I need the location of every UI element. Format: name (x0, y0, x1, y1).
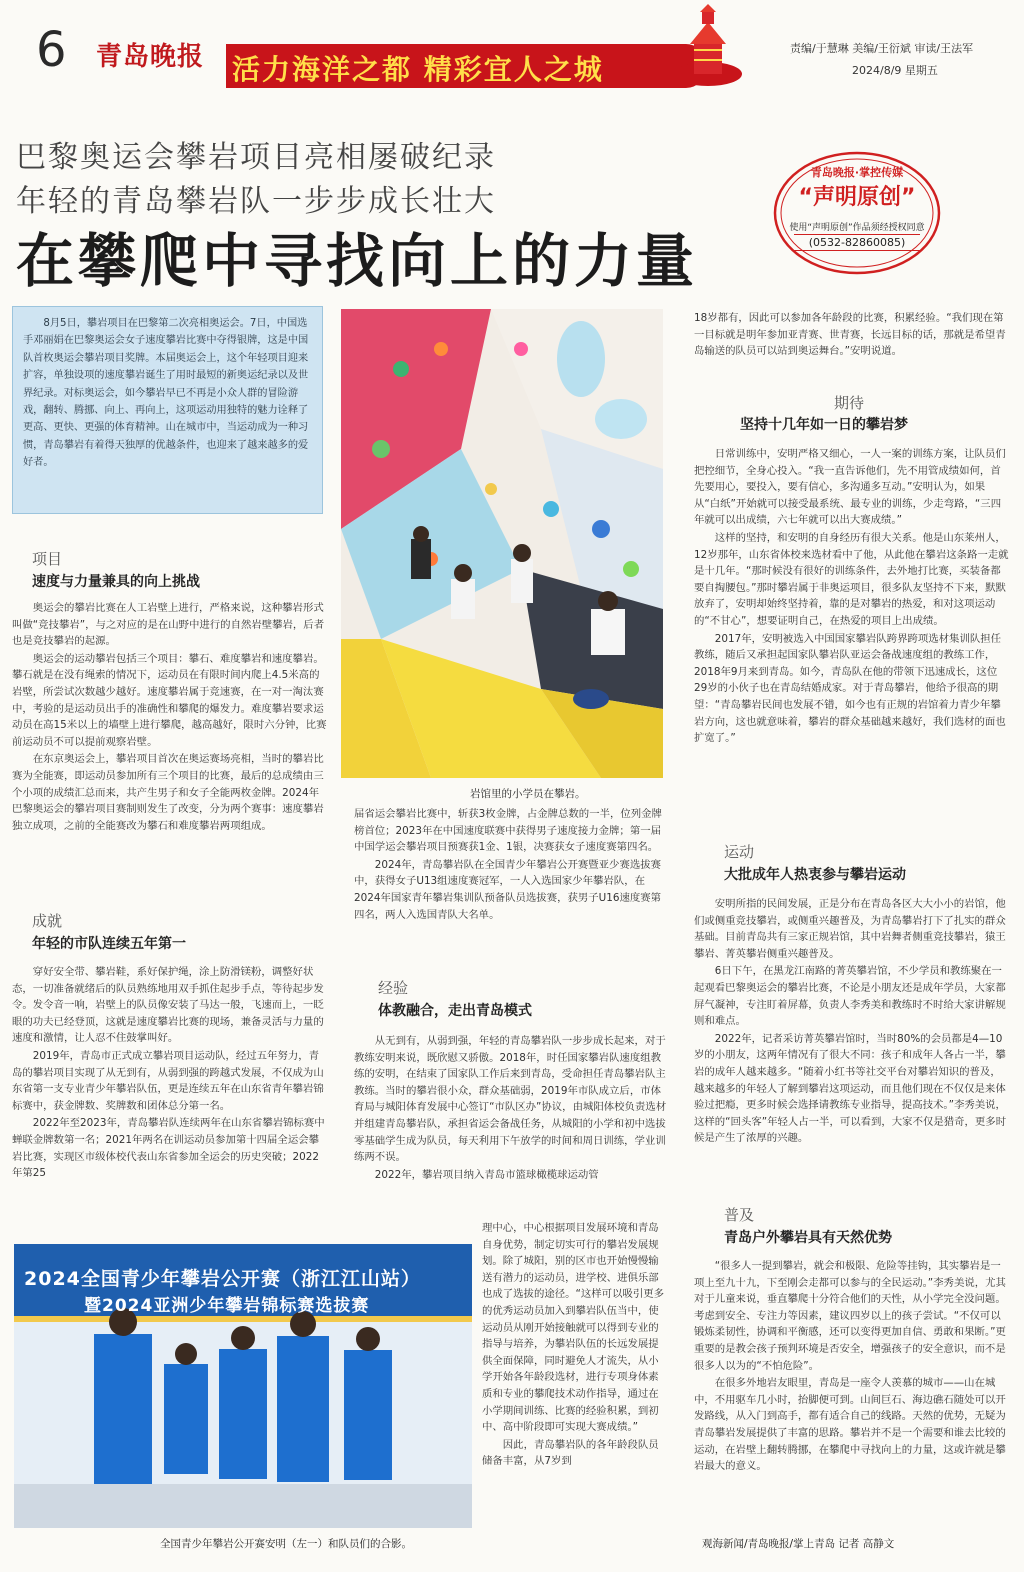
team-group-photo (14, 1244, 472, 1528)
article-block-s3 (354, 1033, 668, 1184)
paragraph: 穿好安全带、攀岩鞋，系好保护绳，涂上防滑镁粉，调整好状态，一切准备就绪后的队员熟练地用双手抓住起步手点，等待起步发令。发令音一响，岩壁上的队员像安装了马达一般，飞速而上，一眨眼的功夫已经登顶，这就是速度攀岩比赛的现场，兼备灵活与力量的速度和激情，让人忍不住鼓掌叫好。 (12, 966, 324, 1045)
section-title: 大批成年人热衷参与攀岩运动 (724, 867, 906, 883)
paragraph: 2024年，青岛攀岩队在全国青少年攀岩公开赛暨亚少赛选拔赛中，获得女子U13组速度赛冠军，一人入选国家少年攀岩队，在2024年国家青年攀岩集训队预备队员选拔赛，获男子U16速度赛第四名，两人入选国青队大名单。 (354, 858, 662, 921)
masthead (0, 0, 1024, 100)
article-block-mid (354, 806, 668, 924)
paragraph: 18岁都有，因此可以参加各年龄段的比赛，积累经验。“我们现在第一目标就是明年参加亚青赛、世青赛，长远目标的话，那就是希望青岛输送的队员可以站到奥运舞台。”安明说道。 (694, 312, 1006, 358)
section-kicker: 期待 (834, 394, 865, 412)
climbing-gym-photo (341, 309, 663, 778)
article-block-s6 (694, 1258, 1010, 1476)
paragraph: 2019年，青岛市正式成立攀岩项目运动队，经过五年努力，青岛的攀岩项目实现了从无到有，从弱到强的跨越式发展，不仅成为山东省第一支专业青少年攀岩队伍，更是连续五年在山东省青年攀岩锦标赛中，获金牌数、奖牌数和团体总分第一名。 (12, 1049, 324, 1112)
headline-sub-2: 年轻的青岛攀岩队一步步成长壮大 (16, 184, 496, 219)
paragraph: 奥运会的攀岩比赛在人工岩壁上进行，严格来说，这种攀岩形式叫做“竞技攀岩”，与之对应的是在山野中进行的自然岩壁攀岩，后者也是竞技攀岩的起源。 (12, 602, 325, 648)
slogan: 活力海洋之都 精彩宜人之城 (232, 53, 604, 86)
section-title: 体教融合，走出青岛模式 (378, 1003, 532, 1019)
tower-logo-icon (672, 4, 744, 92)
section-title: 坚持十几年如一日的攀岩梦 (740, 417, 908, 433)
section-kicker: 项目 (32, 550, 63, 568)
paragraph: 从无到有，从弱到强，年轻的青岛攀岩队一步步成长起来，对于教练安明来说，既欣慰又骄傲。2018年，时任国家攀岩队速度组教练的安明，在结束了国家队工作后来到青岛，受命担任青岛攀岩队主教练。当时的攀岩很小众，群众基础弱，2019年市队成立后，市体育局与城阳体育发展中心签订“市队区办”协议，由城阳体校负责选材并组建青岛攀岩队，承担省运会备战任务，从城阳的小学和初中选拔零基础学生成为队员，每天利用下午放学的时间和周日训练，学业训练两不误。 (354, 1035, 667, 1164)
section-kicker: 运动 (724, 843, 755, 861)
article-block-s4 (694, 446, 1010, 748)
section-title: 年轻的市队连续五年第一 (32, 936, 186, 952)
photo-banner-text-1: 2024全国青少年攀岩公开赛（浙江江山站） (24, 1268, 421, 1290)
lead-box (12, 306, 323, 514)
article-block-s1 (12, 600, 327, 835)
paragraph: 奥运会的运动攀岩包括三个项目：攀石、难度攀岩和速度攀岩。攀石就是在没有绳索的情况下，运动员在有限时间内爬上4.5米高的岩壁，所尝试次数越少越好。速度攀岩属于竞速赛，在一对一淘汰赛中，考验的是运动员出手的准确性和攀爬的爆发力。难度攀岩要求运动员在高15米以上的墙壁上进行攀爬，越高越好，限时六分钟，比赛前运动员不可以提前观察岩壁。 (12, 652, 327, 748)
seal-phone: (0532-82860085) (794, 234, 920, 251)
paragraph: “很多人一提到攀岩，就会和极限、危险等挂钩，其实攀岩是一项上至九十九，下至刚会走都可以参与的全民运动。”李秀美说，尤其对于儿童来说，垂直攀爬十分符合他们的天性，从小学完全没问题。考虑到安全、专注力等因素，建议四岁以上的孩子尝试。“不仅可以锻炼柔韧性，协调和平衡感，还可以变得更加自信、勇敢和果断。”更重要的是教会孩子预判环境是否安全，增强孩子的安全意识，而不是很多人以为的“不怕危险”。 (694, 1260, 1006, 1372)
editor-credits: 责编/于慧琳 美编/王衍斌 审读/王法军 (790, 42, 974, 55)
paragraph: 2017年，安明被选入中国国家攀岩队跨界跨项选材集训队担任教练，随后又承担起国家队攀岩队亚运会备战速度组的教练工作，2018年9月来到青岛。如今，青岛队在他的带领下迅速成长，这位29岁的小伙子也在青岛结婚成家。对于青岛攀岩，他给予很高的期望：“青岛攀岩民间也发展不错，如今也有正规的岩馆着力青少年攀岩方向，这也就意味着，攀岩的群众基础越来越好，我们选材的面也扩宽了。” (694, 632, 1006, 745)
section-kicker: 经验 (378, 979, 409, 997)
issue-date: 2024/8/9 星期五 (852, 64, 938, 77)
section-title: 速度与力量兼具的向上挑战 (32, 574, 200, 590)
paragraph: 6日下午，在黑龙江南路的菁英攀岩馆，不少学员和教练聚在一起观看巴黎奥运会的攀岩比赛，不论是小朋友还是成年学员，大家都屏气凝神，专注盯着屏幕，负责人李秀美和教练时不时给大家讲解规则和难点。 (694, 965, 1006, 1028)
seal-top-text: 青岛晚报·掌控传媒 (810, 166, 904, 179)
paragraph: 2022年，攀岩项目纳入青岛市篮球橄榄球运动管 (374, 1168, 599, 1181)
headline-main: 在攀爬中寻找向上的力量 (16, 227, 699, 295)
climbing-wall-illustration-icon (341, 309, 663, 778)
page-number: 6 (36, 22, 67, 78)
paragraph: 这样的坚持，和安明的自身经历有很大关系。他是山东莱州人，12岁那年，山东省体校来选材看中了他，从此他在攀岩这条路一走就是十几年。“那时候没有很好的训练条件，去外地打比赛，买装备都要自掏腰包。”那时攀岩属于非奥运项目，很多队友坚持不下来，默默放弃了，安明却始终坚持着，靠的是对攀岩的热爱，和对这项运动的“不甘心”，想要证明自己，在热爱的项目上出成绩。 (694, 531, 1009, 627)
paragraph: 2022年至2023年，青岛攀岩队连续两年在山东省攀岩锦标赛中蝉联金牌数第一名；2021年两名在训运动员参加第十四届全运会攀岩比赛，实现区市级体校代表山东省参加全运会的历史突破；2022年第25 (12, 1117, 325, 1180)
article-block-s5 (694, 896, 1010, 1148)
seal-note: 使用“声明原创”作品须经授权同意 (789, 223, 925, 233)
seal-main-text: “声明原创” (798, 185, 916, 210)
original-declaration-seal (772, 150, 942, 276)
paragraph: 安明所指的民间发展，正是分布在青岛各区大大小小的岩馆，他们或侧重竞技攀岩，或侧重兴趣普及，为青岛攀岩打下了扎实的群众基础。目前青岛共有三家正规岩馆，其中岩舞者侧重竞技攀岩，猿王攀岩、菁英攀岩侧重兴趣普及。 (694, 898, 1006, 960)
newspaper-name: 青岛晚报 (96, 42, 205, 72)
headline-sub-1: 巴黎奥运会攀岩项目亮相屡破纪录 (16, 140, 496, 175)
photo-caption: 全国青少年攀岩公开赛安明（左一）和队员们的合影。 (160, 1538, 412, 1550)
paragraph: 2022年，记者采访菁英攀岩馆时，当时80%的会员都是4—10岁的小朋友，这两年情况有了很大不同：孩子和成年人各占一半，攀岩的成年人越来越多。“随着小红书等社交平台对攀岩知识的普及，越来越多的年轻人了解到攀岩这项运动，而且他们现在不仅仅是来体验过把瘾，更多时候会选择请教练专业指导，提高技术。”李秀美说，这样的“回头客”年轻人占一半，可以看到，大家不仅是猎奇，更多时候是产生了浓厚的兴趣。 (694, 1032, 1007, 1145)
paragraph: 理中心，中心根据项目发展环境和青岛自身优势，制定切实可行的攀岩发展规划。除了城阳，别的区市也开始慢慢输送有潜力的运动员，进学校、进俱乐部也成了选拔的途径。“这样可以吸引更多的优秀运动员加入到攀岩队伍当中，使运动员从刚开始接触就可以得到专业的指导与培养，为攀岩队伍的长远发展提供全面保障，同时避免人才流失，从小学开始各年龄段选材，进行专项身体素质和专业的攀爬技术动作指导，通过在小学期间训练、比赛的经验积累，到初中、高中阶段即可实现大赛成绩。” (482, 1222, 665, 1434)
photo-caption: 岩馆里的小学员在攀岩。 (470, 788, 586, 800)
paragraph: 届省运会攀岩比赛中，斩获3枚金牌，占金牌总数的一半，位列金牌榜首位；2023年在中国速度联赛中获得男子速度接力金牌；第一届中国学运会攀岩项目预赛获1金、1银，决赛获女子速度赛第四名。 (354, 808, 662, 854)
paragraph: 在很多外地岩友眼里，青岛是一座令人羡慕的城市——山在城中，不用驱车几小时，抬脚便可到。山间巨石、海边礁石随处可以开发路线，从入门到高手，都有适合自己的线路。天然的优势，无疑为青岛攀岩发展提供了丰富的思路。攀岩并不是一个需要和谁去比较的运动，在岩壁上翻转腾挪，在攀爬中寻找向上的力量，这或许就是攀岩最大的意义。 (694, 1377, 1006, 1473)
photo-banner-text-2: 暨2024亚洲少年攀岩锦标赛选拔赛 (84, 1296, 370, 1316)
lead-text: 8月5日，攀岩项目在巴黎第二次亮相奥运会。7日，中国选手邓丽娟在巴黎奥运会女子速度攀岩比赛中夺得银牌，这是中国队首枚奥运会攀岩项目奖牌。本届奥运会上，这个年轻项目迎来扩容，单独设项的速度攀岩诞生了用时最短的新奥运纪录以及世界纪录。对标奥运会，如今攀岩早已不再是小众人群的冒险游戏，翻转、腾挪、向上、再向上，这项运动用独特的魅力诠释了更高、更快、更强的体育精神。山在城市中，当运动成为一种习惯，青岛攀岩有着得天独厚的优越条件，也迎来了越来越多的爱好者。 (23, 318, 309, 469)
section-title: 青岛户外攀岩具有天然优势 (724, 1230, 892, 1246)
paragraph: 日常训练中，安明严格又细心，一人一案的训练方案，让队员们把控细节，全身心投入。“我一直告诉他们，先不用管成绩如何，首先要用心，要投入，要有信心，多沟通多互动。”安明认为，如果从“白纸”开始就可以接受最系统、最专业的训练，少走弯路，“三四年就可以出成绩，六七年就可以出大赛成绩。” (694, 448, 1006, 527)
article-block-s3b (482, 1220, 668, 1471)
article-block-s2 (12, 964, 327, 1183)
byline: 观海新闻/青岛晚报/掌上青岛 记者 高静文 (702, 1538, 895, 1550)
section-kicker: 成就 (32, 912, 63, 930)
section-kicker: 普及 (724, 1206, 755, 1224)
paragraph: 在东京奥运会上，攀岩项目首次在奥运赛场亮相，当时的攀岩比赛为全能赛，即运动员参加所有三个项目的比赛，最后的总成绩由三个小项的成绩汇总而来，共产生男子和女子全能两枚金牌。2024年巴黎奥运会的攀岩项目赛制则发生了改变，分为两个赛事：速度攀岩独立成项，之前的全能赛改为攀石和难度攀岩两项组成。 (12, 753, 324, 832)
article-block-r0 (694, 310, 1010, 361)
paragraph: 因此，青岛攀岩队的各年龄段队员储备丰富，从7岁到 (482, 1438, 659, 1468)
